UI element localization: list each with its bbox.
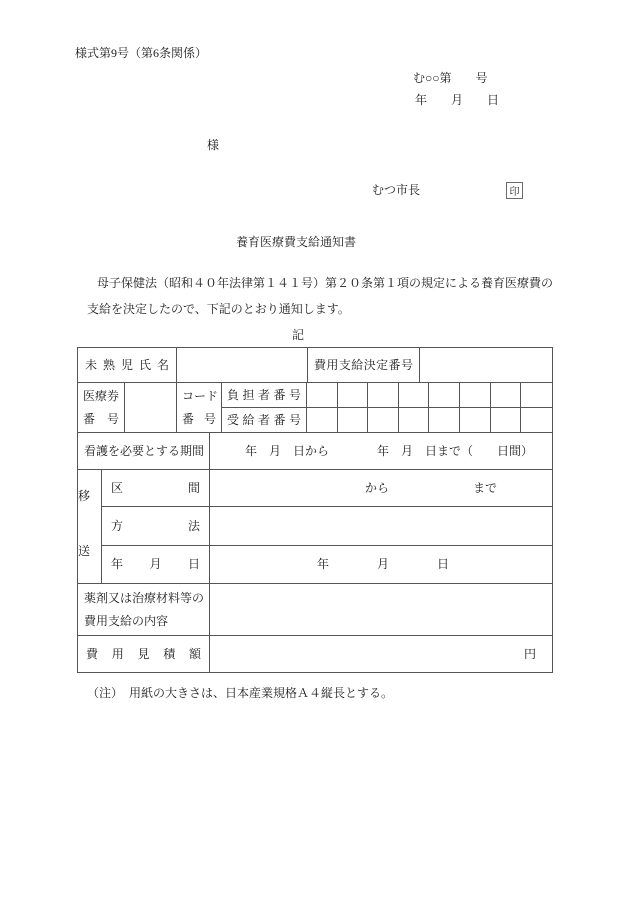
- recipient-number-label-cell: 受 給 者 番 号: [222, 408, 307, 433]
- date-line: 年 月 日: [415, 93, 500, 107]
- body-paragraph-line1: 母子保健法（昭和４０年法律第１４１号）第２０条第１項の規定による養育医療費の: [97, 276, 554, 290]
- payer-number-digit-cell: [460, 383, 491, 408]
- sender-name: むつ市長: [372, 183, 421, 197]
- drug-supply-label-cell: 薬剤又は治療材料等の 費用支給の内容: [78, 584, 210, 636]
- payment-decision-number-label-cell: 費用支給決定番号: [308, 348, 420, 383]
- recipient-number-digit-cell: [368, 408, 399, 433]
- recipient-number-digit-cell: [338, 408, 368, 433]
- cost-estimate-value-cell: 円: [523, 646, 536, 661]
- payer-number-digit-cell: [491, 383, 521, 408]
- recipient-number-digit-cell: [460, 408, 491, 433]
- transport-section-value-cell: から まで: [210, 470, 552, 507]
- infant-name-value-cell: [177, 348, 308, 383]
- infant-name-label-cell: 未 熟 児 氏 名: [78, 348, 177, 383]
- transport-date-value-cell: 年 月 日: [210, 546, 552, 584]
- payer-number-label-cell: 負 担 者 番 号: [222, 383, 307, 408]
- payment-decision-number-value-cell: [420, 348, 552, 383]
- drug-supply-value-cell: [210, 584, 552, 636]
- document-title: 養育医療費支給通知書: [236, 235, 357, 249]
- recipient-number-digit-cell: [429, 408, 460, 433]
- doc-number-line: む○○第 号: [413, 71, 488, 85]
- transport-rowspan-label-cell: 移 送: [78, 470, 102, 584]
- payer-number-digit-cell: [368, 383, 399, 408]
- form-number: 様式第9号（第6条関係）: [75, 46, 208, 60]
- payer-number-digit-cell: [521, 383, 552, 408]
- recipient-number-digit-cell: [521, 408, 552, 433]
- notice-table: [77, 347, 553, 673]
- nursing-period-label-cell: 看護を必要とする期間: [78, 433, 210, 470]
- seal-icon: 印: [509, 187, 520, 198]
- payer-number-digit-cell: [307, 383, 338, 408]
- transport-date-label-cell: 年 月 日: [102, 546, 210, 584]
- medical-ticket-label-cell: 医療券 番 号: [78, 383, 125, 433]
- recipient-number-digit-cell: [307, 408, 338, 433]
- transport-section-label-cell: 区 間: [102, 470, 210, 507]
- payer-number-digit-cell: [338, 383, 368, 408]
- seal-box: [506, 182, 523, 199]
- transport-method-label-cell: 方 法: [102, 507, 210, 546]
- medical-ticket-value-cell: [125, 383, 177, 433]
- transport-method-value-cell: [210, 507, 552, 546]
- note-text: （注） 用紙の大きさは、日本産業規格Ａ４縦長とする。: [87, 686, 394, 700]
- nursing-period-value-cell: 年 月 日から 年 月 日まで（ 日間）: [210, 433, 552, 470]
- recipient-number-digit-cell: [399, 408, 429, 433]
- recipient-number-digit-cell: [491, 408, 521, 433]
- record-marker: 記: [292, 328, 305, 342]
- code-number-label-cell: コード 番 号: [177, 383, 222, 433]
- body-paragraph-line2: 支給を決定したので、下記のとおり通知します。: [87, 302, 350, 316]
- cost-estimate-label-cell: 費 用 見 積 額: [78, 636, 210, 672]
- payer-number-digit-cell: [429, 383, 460, 408]
- payer-number-digit-cell: [399, 383, 429, 408]
- addressee-suffix: 様: [207, 138, 220, 152]
